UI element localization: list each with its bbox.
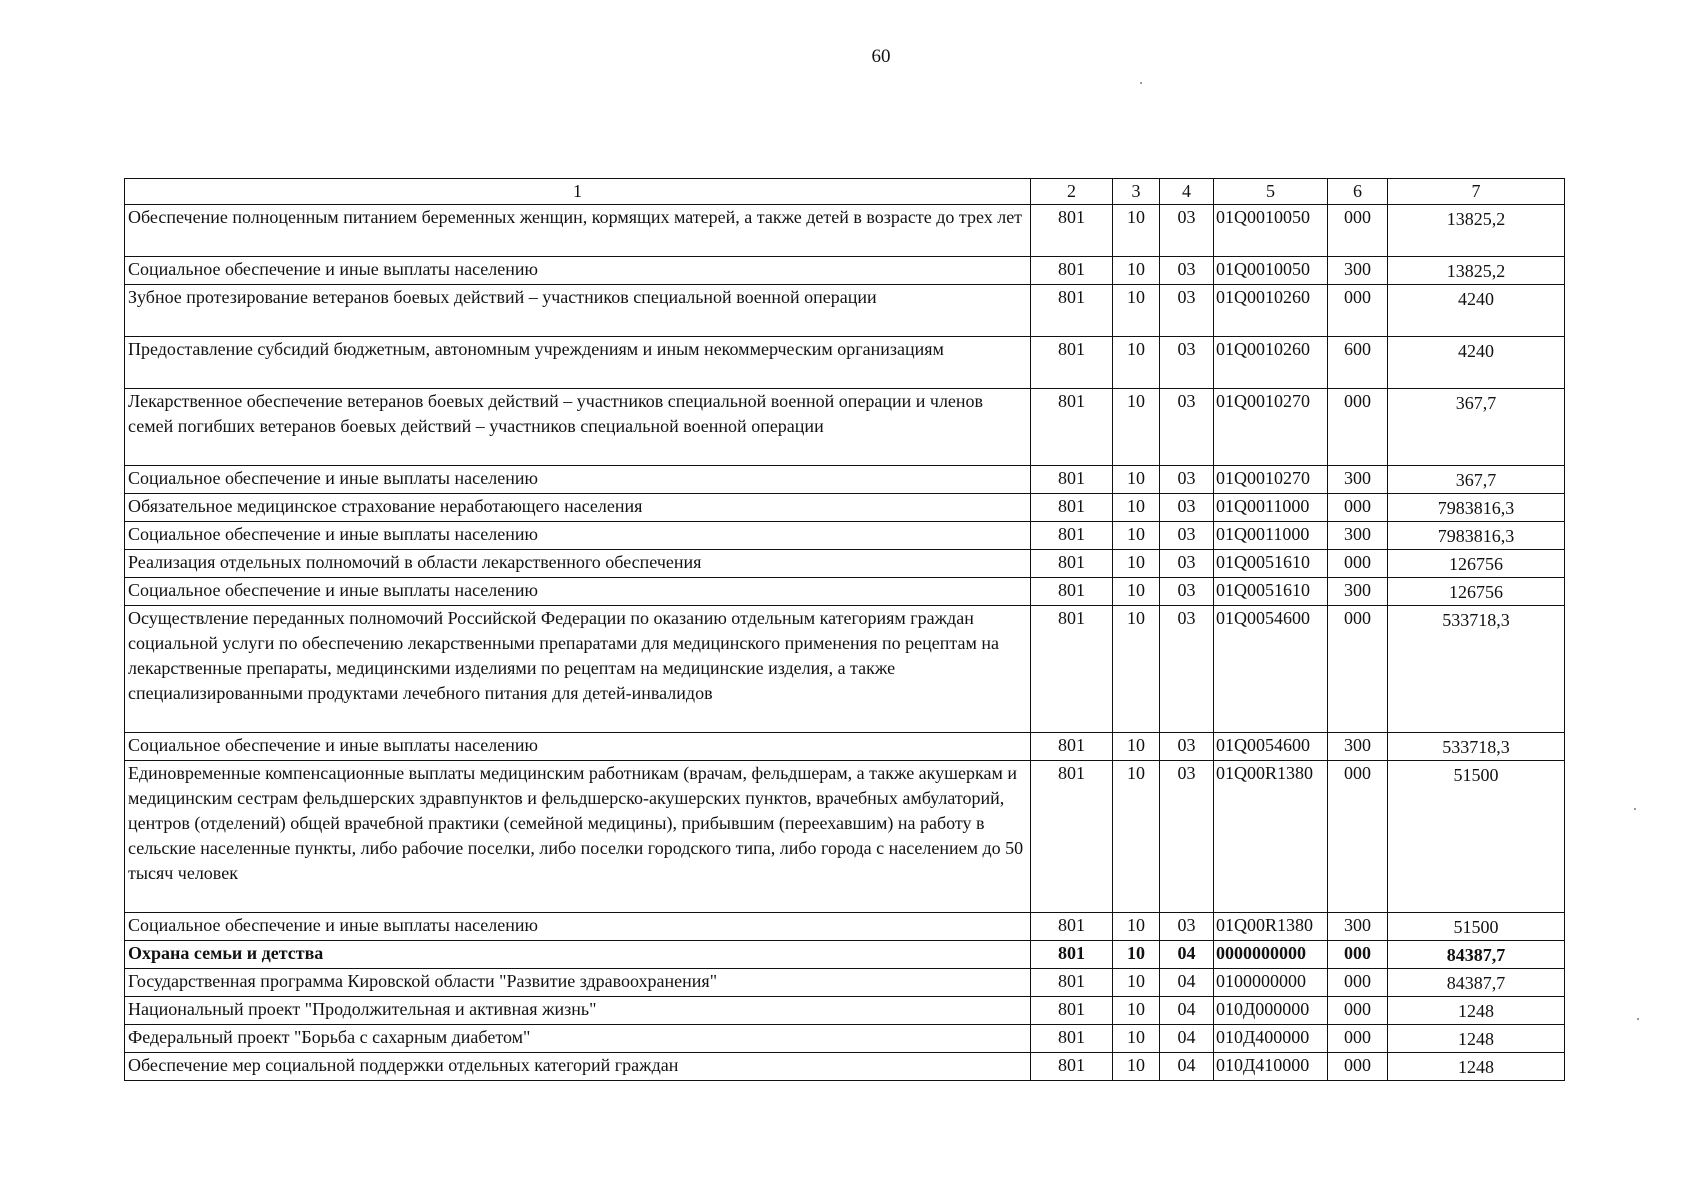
table-row bbox=[125, 997, 1565, 1025]
table-row bbox=[125, 205, 1565, 257]
scan-speck bbox=[1634, 808, 1636, 810]
row-target-code: 01Q00R1380 bbox=[1214, 761, 1328, 913]
row-target-code: 01Q0010270 bbox=[1214, 466, 1328, 494]
table-row bbox=[125, 337, 1565, 389]
row-admin-code: 801 bbox=[1031, 550, 1113, 578]
row-name: Зубное протезирование ветеранов боевых действий – участников специальной военной операции bbox=[125, 285, 1031, 337]
row-amount: 13825,2 bbox=[1388, 205, 1565, 257]
row-target-code: 010Д000000 bbox=[1214, 997, 1328, 1025]
row-admin-code: 801 bbox=[1031, 205, 1113, 257]
row-section: 10 bbox=[1113, 941, 1160, 969]
row-amount: 13825,2 bbox=[1388, 257, 1565, 285]
row-amount: 367,7 bbox=[1388, 389, 1565, 466]
row-section: 10 bbox=[1113, 257, 1160, 285]
row-subsection: 03 bbox=[1160, 733, 1214, 761]
row-section: 10 bbox=[1113, 494, 1160, 522]
table-row bbox=[125, 578, 1565, 606]
row-admin-code: 801 bbox=[1031, 969, 1113, 997]
row-subsection: 03 bbox=[1160, 761, 1214, 913]
row-admin-code: 801 bbox=[1031, 761, 1113, 913]
row-subsection: 03 bbox=[1160, 205, 1214, 257]
page-number: 60 bbox=[871, 46, 891, 67]
row-admin-code: 801 bbox=[1031, 494, 1113, 522]
row-admin-code: 801 bbox=[1031, 337, 1113, 389]
table-row bbox=[125, 1025, 1565, 1053]
row-subsection: 03 bbox=[1160, 913, 1214, 941]
row-target-code: 01Q00R1380 bbox=[1214, 913, 1328, 941]
row-admin-code: 801 bbox=[1031, 733, 1113, 761]
row-name: Реализация отдельных полномочий в области лекарственного обеспечения bbox=[125, 550, 1031, 578]
row-target-code: 010Д400000 bbox=[1214, 1025, 1328, 1053]
row-expense-type: 000 bbox=[1328, 606, 1388, 733]
row-section: 10 bbox=[1113, 466, 1160, 494]
column-header: 3 bbox=[1113, 179, 1160, 205]
row-section: 10 bbox=[1113, 969, 1160, 997]
row-target-code: 01Q0011000 bbox=[1214, 494, 1328, 522]
row-target-code: 0100000000 bbox=[1214, 969, 1328, 997]
row-admin-code: 801 bbox=[1031, 997, 1113, 1025]
row-section: 10 bbox=[1113, 285, 1160, 337]
row-expense-type: 000 bbox=[1328, 969, 1388, 997]
row-name: Лекарственное обеспечение ветеранов боевых действий – участников специальной военной операции и членов семей погибших ветеранов боевых действий – участников специальной военной операции bbox=[125, 389, 1031, 466]
row-admin-code: 801 bbox=[1031, 913, 1113, 941]
row-expense-type: 000 bbox=[1328, 205, 1388, 257]
row-section: 10 bbox=[1113, 389, 1160, 466]
row-subsection: 03 bbox=[1160, 494, 1214, 522]
table-row bbox=[125, 494, 1565, 522]
row-amount: 51500 bbox=[1388, 761, 1565, 913]
row-expense-type: 000 bbox=[1328, 1025, 1388, 1053]
row-expense-type: 000 bbox=[1328, 997, 1388, 1025]
row-expense-type: 000 bbox=[1328, 550, 1388, 578]
row-target-code: 010Д410000 bbox=[1214, 1053, 1328, 1081]
row-expense-type: 300 bbox=[1328, 578, 1388, 606]
row-section: 10 bbox=[1113, 733, 1160, 761]
table-row bbox=[125, 550, 1565, 578]
row-name: Обязательное медицинское страхование неработающего населения bbox=[125, 494, 1031, 522]
row-amount: 367,7 bbox=[1388, 466, 1565, 494]
row-name: Социальное обеспечение и иные выплаты населению bbox=[125, 913, 1031, 941]
table-row bbox=[125, 389, 1565, 466]
row-admin-code: 801 bbox=[1031, 257, 1113, 285]
row-section: 10 bbox=[1113, 337, 1160, 389]
table-row bbox=[125, 522, 1565, 550]
row-section: 10 bbox=[1113, 606, 1160, 733]
row-section: 10 bbox=[1113, 1025, 1160, 1053]
row-name: Национальный проект "Продолжительная и активная жизнь" bbox=[125, 997, 1031, 1025]
budget-table bbox=[124, 178, 1565, 1081]
row-name: Социальное обеспечение и иные выплаты населению bbox=[125, 522, 1031, 550]
row-section: 10 bbox=[1113, 761, 1160, 913]
row-subsection: 04 bbox=[1160, 1025, 1214, 1053]
column-header: 6 bbox=[1328, 179, 1388, 205]
row-amount: 1248 bbox=[1388, 1053, 1565, 1081]
row-amount: 126756 bbox=[1388, 578, 1565, 606]
row-section: 10 bbox=[1113, 997, 1160, 1025]
row-subsection: 04 bbox=[1160, 941, 1214, 969]
row-admin-code: 801 bbox=[1031, 389, 1113, 466]
row-target-code: 01Q0054600 bbox=[1214, 733, 1328, 761]
row-expense-type: 000 bbox=[1328, 1053, 1388, 1081]
row-subsection: 03 bbox=[1160, 389, 1214, 466]
row-expense-type: 000 bbox=[1328, 941, 1388, 969]
row-name: Социальное обеспечение и иные выплаты населению bbox=[125, 733, 1031, 761]
table-row bbox=[125, 969, 1565, 997]
row-amount: 1248 bbox=[1388, 997, 1565, 1025]
row-amount: 7983816,3 bbox=[1388, 494, 1565, 522]
row-name: Обеспечение мер социальной поддержки отдельных категорий граждан bbox=[125, 1053, 1031, 1081]
row-name: Охрана семьи и детства bbox=[125, 941, 1031, 969]
row-section: 10 bbox=[1113, 205, 1160, 257]
row-amount: 126756 bbox=[1388, 550, 1565, 578]
row-expense-type: 300 bbox=[1328, 913, 1388, 941]
row-admin-code: 801 bbox=[1031, 466, 1113, 494]
row-target-code: 01Q0010260 bbox=[1214, 285, 1328, 337]
row-target-code: 01Q0054600 bbox=[1214, 606, 1328, 733]
row-target-code: 01Q0010270 bbox=[1214, 389, 1328, 466]
row-target-code: 01Q0010260 bbox=[1214, 337, 1328, 389]
row-amount: 4240 bbox=[1388, 285, 1565, 337]
row-amount: 51500 bbox=[1388, 913, 1565, 941]
row-target-code: 01Q0010050 bbox=[1214, 205, 1328, 257]
table-row bbox=[125, 285, 1565, 337]
table-row bbox=[125, 466, 1565, 494]
row-expense-type: 000 bbox=[1328, 285, 1388, 337]
row-section: 10 bbox=[1113, 522, 1160, 550]
row-amount: 1248 bbox=[1388, 1025, 1565, 1053]
row-expense-type: 300 bbox=[1328, 257, 1388, 285]
row-subsection: 03 bbox=[1160, 522, 1214, 550]
row-name: Единовременные компенсационные выплаты медицинским работникам (врачам, фельдшерам, а также акушеркам и медицинским сестрам фельдшерских здравпунктов и фельдшерско-акушерских пунктов, врачебных амбулаторий, центров (отделений) общей врачебной практики (семейной медицины), прибывшим (переехавшим) на работу в сельские населенные пункты, либо рабочие поселки, либо поселки городского типа, либо города с населением до 50 тысяч человек bbox=[125, 761, 1031, 913]
table-row bbox=[125, 761, 1565, 913]
table-row bbox=[125, 606, 1565, 733]
row-admin-code: 801 bbox=[1031, 522, 1113, 550]
header-row bbox=[125, 179, 1565, 205]
row-expense-type: 000 bbox=[1328, 389, 1388, 466]
row-subsection: 03 bbox=[1160, 578, 1214, 606]
column-header: 2 bbox=[1031, 179, 1113, 205]
column-header: 5 bbox=[1214, 179, 1328, 205]
row-admin-code: 801 bbox=[1031, 285, 1113, 337]
row-amount: 84387,7 bbox=[1388, 969, 1565, 997]
row-target-code: 01Q0051610 bbox=[1214, 578, 1328, 606]
table-row bbox=[125, 913, 1565, 941]
table-row-section-total bbox=[125, 941, 1565, 969]
row-section: 10 bbox=[1113, 1053, 1160, 1081]
row-subsection: 04 bbox=[1160, 1053, 1214, 1081]
row-amount: 4240 bbox=[1388, 337, 1565, 389]
row-subsection: 03 bbox=[1160, 257, 1214, 285]
row-subsection: 04 bbox=[1160, 997, 1214, 1025]
row-expense-type: 300 bbox=[1328, 733, 1388, 761]
row-subsection: 03 bbox=[1160, 285, 1214, 337]
row-section: 10 bbox=[1113, 550, 1160, 578]
row-expense-type: 000 bbox=[1328, 494, 1388, 522]
row-name: Осуществление переданных полномочий Российской Федерации по оказанию отдельным категориям граждан социальной услуги по обеспечению лекарственными препаратами для медицинского применения по рецептам на лекарственные препараты, медицинскими изделиями по рецептам на медицинские изделия, а также специализированными продуктами лечебного питания для детей-инвалидов bbox=[125, 606, 1031, 733]
row-subsection: 03 bbox=[1160, 337, 1214, 389]
row-amount: 7983816,3 bbox=[1388, 522, 1565, 550]
row-admin-code: 801 bbox=[1031, 578, 1113, 606]
table-row bbox=[125, 733, 1565, 761]
row-subsection: 03 bbox=[1160, 550, 1214, 578]
scan-speck bbox=[1637, 1018, 1639, 1020]
row-name: Предоставление субсидий бюджетным, автономным учреждениям и иным некоммерческим организациям bbox=[125, 337, 1031, 389]
row-name: Обеспечение полноценным питанием беременных женщин, кормящих матерей, а также детей в возрасте до трех лет bbox=[125, 205, 1031, 257]
row-target-code: 01Q0051610 bbox=[1214, 550, 1328, 578]
row-name: Социальное обеспечение и иные выплаты населению bbox=[125, 257, 1031, 285]
row-name: Федеральный проект "Борьба с сахарным диабетом" bbox=[125, 1025, 1031, 1053]
row-amount: 533718,3 bbox=[1388, 606, 1565, 733]
row-subsection: 03 bbox=[1160, 466, 1214, 494]
row-admin-code: 801 bbox=[1031, 941, 1113, 969]
row-admin-code: 801 bbox=[1031, 1053, 1113, 1081]
row-amount: 84387,7 bbox=[1388, 941, 1565, 969]
row-subsection: 04 bbox=[1160, 969, 1214, 997]
row-target-code: 01Q0011000 bbox=[1214, 522, 1328, 550]
column-header: 4 bbox=[1160, 179, 1214, 205]
row-expense-type: 300 bbox=[1328, 466, 1388, 494]
row-section: 10 bbox=[1113, 913, 1160, 941]
table-row bbox=[125, 257, 1565, 285]
row-admin-code: 801 bbox=[1031, 606, 1113, 733]
row-section: 10 bbox=[1113, 578, 1160, 606]
column-header: 7 bbox=[1388, 179, 1565, 205]
row-target-code: 01Q0010050 bbox=[1214, 257, 1328, 285]
row-name: Социальное обеспечение и иные выплаты населению bbox=[125, 466, 1031, 494]
row-target-code: 0000000000 bbox=[1214, 941, 1328, 969]
row-name: Государственная программа Кировской области "Развитие здравоохранения" bbox=[125, 969, 1031, 997]
table-row bbox=[125, 1053, 1565, 1081]
row-amount: 533718,3 bbox=[1388, 733, 1565, 761]
row-admin-code: 801 bbox=[1031, 1025, 1113, 1053]
row-expense-type: 300 bbox=[1328, 522, 1388, 550]
row-expense-type: 000 bbox=[1328, 761, 1388, 913]
column-header: 1 bbox=[125, 179, 1031, 205]
row-name: Социальное обеспечение и иные выплаты населению bbox=[125, 578, 1031, 606]
scan-speck bbox=[1140, 82, 1142, 84]
row-expense-type: 600 bbox=[1328, 337, 1388, 389]
row-subsection: 03 bbox=[1160, 606, 1214, 733]
